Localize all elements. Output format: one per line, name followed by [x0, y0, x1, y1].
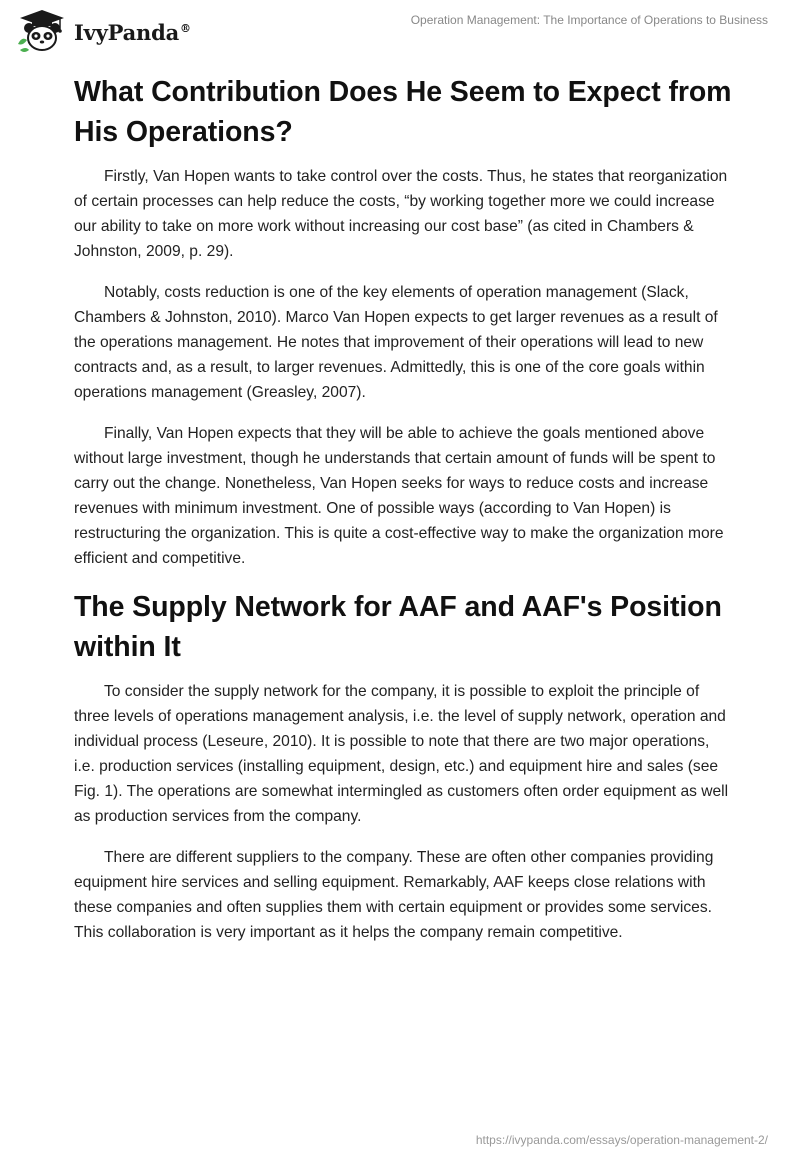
section-supply-network [74, 587, 734, 945]
brand-name: IvyPanda® [74, 19, 191, 45]
paragraph: Notably, costs reduction is one of the key elements of operation management (Slack, Chambers & Johnston, 2010). Marco Van Hopen expects to get larger revenues as a result of the operations management. He notes that improvement of their operations will lead to new contracts and, as a result, to larger revenues. Admittedly, this is one of the core goals within operations management (Greasley, 2007). [74, 284, 718, 401]
page-header [0, 0, 800, 60]
panda-graduate-icon [14, 8, 70, 54]
document-title: Operation Management: The Importance of Operations to Business [410, 13, 768, 27]
section-heading: What Contribution Does He Seem to Expect from His Operations? [74, 76, 732, 148]
paragraph: Firstly, Van Hopen wants to take control over the costs. Thus, he states that reorganization of certain processes can help reduce the costs, “by working together more we could increase our ability to take on more work without increasing our cost base” (as cited in Chambers & Johnston, 2009, p. 29). [74, 168, 728, 260]
section-expected-contribution [74, 72, 734, 571]
paragraph: There are different suppliers to the company. These are often other companies providing equipment hire services and selling equipment. Remarkably, AAF keeps close relations with these companies and often supplies them with certain equipment or provides some services. This collaboration is very important as it helps the company remain competitive. [74, 849, 714, 941]
source-url[interactable]: https://ivypanda.com/essays/operation-management-2/ [475, 1133, 768, 1147]
paragraph: Finally, Van Hopen expects that they will be able to achieve the goals mentioned above without large investment, though he understands that certain amount of funds will be spent to carry out the change. Nonetheless, Van Hopen seeks for ways to reduce costs and increase revenues with minimum investment. One of possible ways (according to Van Hopen) is restructuring the organization. This is quite a cost-effective way to make the organization more efficient and competitive. [74, 425, 724, 567]
ivypanda-logo[interactable] [14, 8, 191, 54]
paragraph: To consider the supply network for the company, it is possible to exploit the principle of three levels of operations management analysis, i.e. the level of supply network, operation and individual process (Leseure, 2010). It is possible to note that there are two major operations, i.e. production services (installing equipment, design, etc.) and equipment hire and sales (see Fig. 1). The operations are somewhat intermingled as customers often order equipment as well as production services from the company. [74, 683, 729, 825]
article-body [74, 72, 734, 961]
section-heading: The Supply Network for AAF and AAF's Position within It [74, 591, 722, 663]
